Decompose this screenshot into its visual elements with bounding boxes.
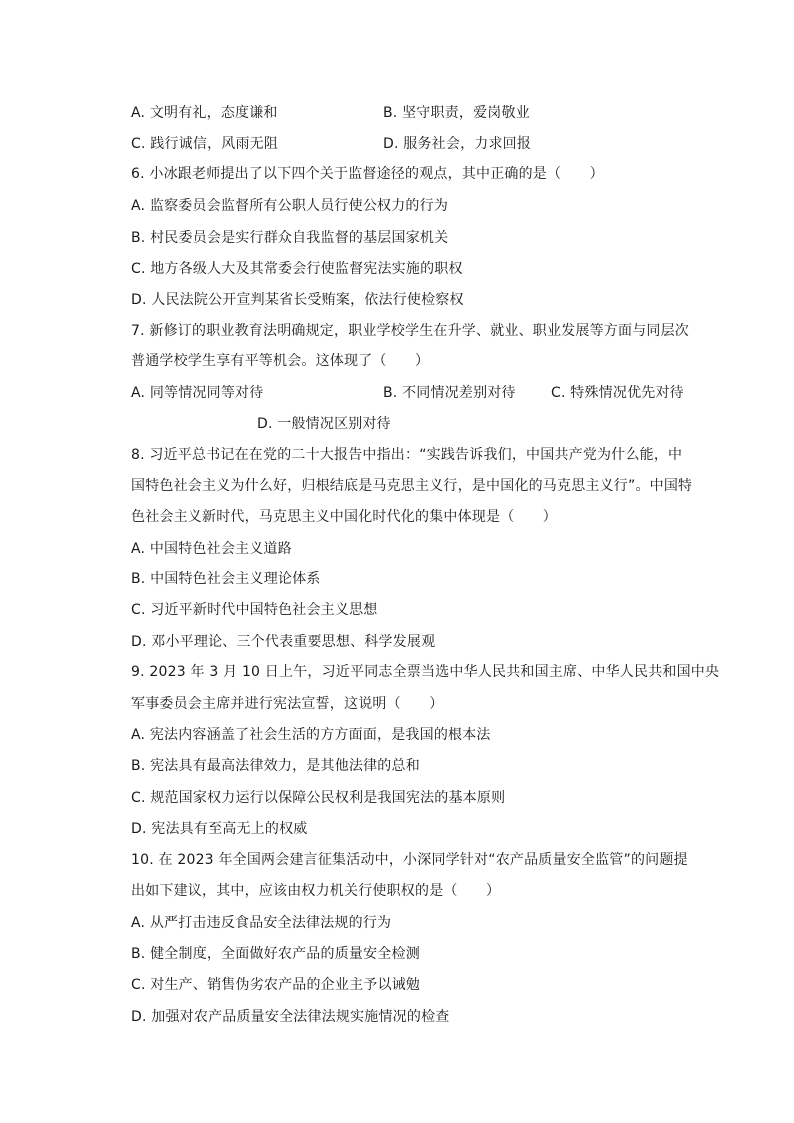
q9-option-d: D. 宪法具有至高无上的权威 (131, 821, 308, 837)
q8-option-c: C. 习近平新时代中国特色社会主义思想 (131, 602, 378, 618)
q7-stem-line-2: 普通学校学生享有平等机会。这体现了（ ） (131, 353, 430, 369)
q8-option-d: D. 邓小平理论、三个代表重要思想、科学发展观 (131, 634, 436, 650)
q8-option-b: B. 中国特色社会主义理论体系 (131, 571, 321, 587)
q5-option-c: C. 践行诚信，风雨无阻 (131, 136, 279, 152)
q10-option-d: D. 加强对农产品质量安全法律法规实施情况的检查 (131, 1009, 450, 1025)
q9-option-c: C. 规范国家权力运行以保障公民权利是我国宪法的基本原则 (131, 790, 506, 806)
q10-stem-line-1: 10. 在 2023 年全国两会建言征集活动中，小深同学针对“农产品质量安全监管”的问题提 (131, 852, 688, 868)
q8-option-a: A. 中国特色社会主义道路 (131, 541, 292, 557)
q10-stem-line-2: 出如下建议，其中，应该由权力机关行使职权的是（ ） (131, 883, 501, 899)
q7-option-a: A. 同等情况同等对待 (131, 385, 264, 401)
q6-stem: 6. 小冰跟老师提出了以下四个关于监督途径的观点，其中正确的是（ ） (131, 166, 604, 182)
q9-stem-line-2: 军事委员会主席并进行宪法宣誓，这说明（ ） (131, 696, 444, 712)
q7-option-c: C. 特殊情况优先对待 (551, 385, 684, 401)
q6-option-d: D. 人民法院公开宣判某省长受贿案，依法行使检察权 (131, 292, 464, 308)
q10-option-b: B. 健全制度，全面做好农产品的质量安全检测 (131, 946, 420, 962)
q7-stem-line-1: 7. 新修订的职业教育法明确规定，职业学校学生在升学、就业、职业发展等方面与同层次 (131, 323, 690, 339)
q6-option-a: A. 监察委员会监督所有公职人员行使公权力的行为 (131, 198, 449, 214)
q9-option-a: A. 宪法内容涵盖了社会生活的方方面面，是我国的根本法 (131, 727, 491, 743)
q5-option-d: D. 服务社会，力求回报 (383, 136, 532, 152)
q8-stem-line-1: 8. 习近平总书记在在党的二十大报告中指出：“实践告诉我们，中国共产党为什么能，中 (131, 447, 683, 463)
q9-option-b: B. 宪法具有最高法律效力，是其他法律的总和 (131, 758, 420, 774)
q6-option-b: B. 村民委员会是实行群众自我监督的基层国家机关 (131, 230, 449, 246)
q8-stem-line-3: 色社会主义新时代，马克思主义中国化时代化的集中体现是（ ） (131, 509, 557, 525)
q9-stem-line-1: 9. 2023 年 3 月 10 日上午，习近平同志全票当选中华人民共和国主席、中华人民共和国中央 (131, 664, 720, 680)
q7-option-b: B. 不同情况差别对待 (383, 385, 516, 401)
q7-option-d: D. 一般情况区别对待 (257, 416, 391, 432)
q6-option-c: C. 地方各级人大及其常委会行使监督宪法实施的职权 (131, 261, 463, 277)
q10-option-c: C. 对生产、销售伪劣农产品的企业主予以诫勉 (131, 977, 421, 993)
q5-option-a: A. 文明有礼，态度谦和 (131, 105, 278, 121)
q10-option-a: A. 从严打击违反食品安全法律法规的行为 (131, 915, 392, 931)
q8-stem-line-2: 国特色社会主义为什么好，归根结底是马克思主义行，是中国化的马克思主义行”。中国特 (131, 478, 693, 494)
q5-option-b: B. 坚守职责，爱岗敬业 (383, 105, 530, 121)
